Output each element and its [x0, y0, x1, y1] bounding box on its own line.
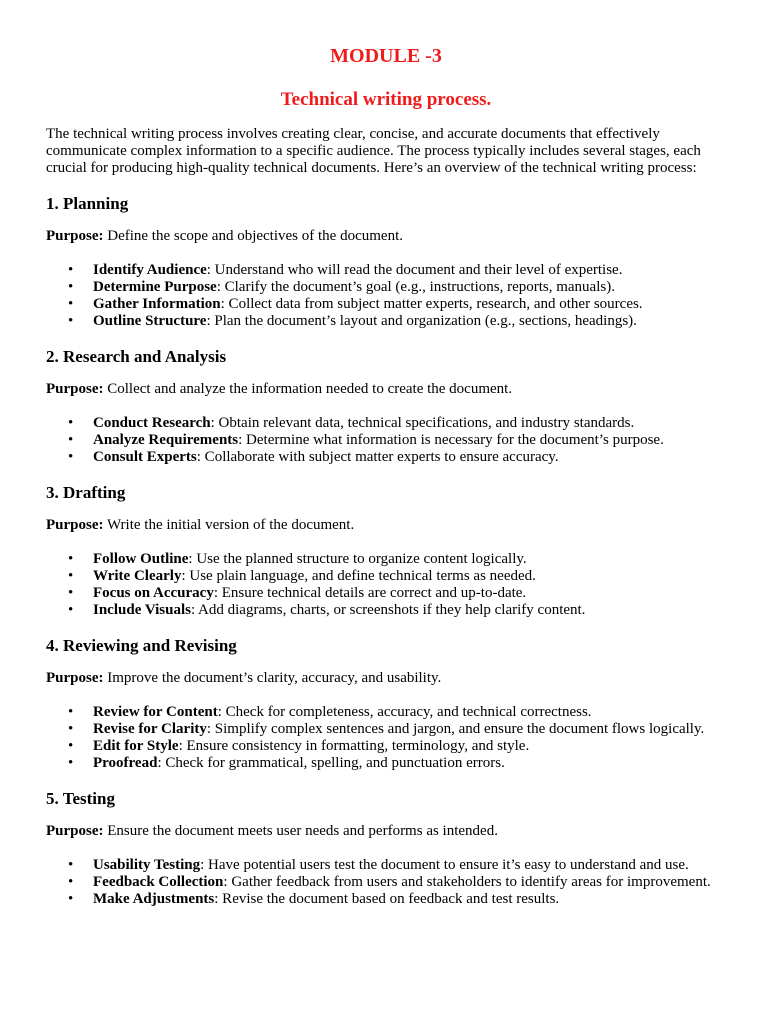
bullet-icon: • — [68, 602, 74, 618]
item-term: Focus on Accuracy — [93, 585, 214, 601]
list-item — [46, 449, 726, 466]
purpose-text: Write the initial version of the document. — [103, 517, 355, 533]
bullet-icon: • — [68, 755, 74, 771]
list-item — [46, 721, 726, 738]
item-description: : Ensure consistency in formatting, terminology, and style. — [178, 738, 530, 754]
sections-container — [46, 194, 726, 908]
section-reviewing-and-revising — [46, 636, 726, 772]
item-term: Write Clearly — [93, 568, 182, 584]
item-description: : Check for completeness, accuracy, and technical correctness. — [217, 704, 592, 720]
item-term: Make Adjustments — [93, 891, 215, 907]
intro-paragraph: The technical writing process involves creating clear, concise, and accurate documents that effectively communicate complex information to a specific audience. The process typically includes several stages, each crucial for producing high-quality technical documents. Here’s an overview of the technical writing process: — [46, 126, 701, 176]
module-title: MODULE -3 — [330, 45, 442, 67]
purpose-label: Purpose: — [46, 823, 104, 839]
list-item — [46, 568, 726, 585]
item-description: : Collect data from subject matter experts, research, and other sources. — [220, 296, 643, 312]
bullet-icon: • — [68, 313, 74, 329]
item-term: Gather Information — [93, 296, 221, 312]
item-term: Follow Outline — [93, 551, 189, 567]
section-planning — [46, 194, 726, 330]
list-item — [46, 891, 726, 908]
item-term: Feedback Collection — [93, 874, 224, 890]
item-term: Analyze Requirements — [93, 432, 239, 448]
purpose-line — [46, 228, 726, 245]
section-heading: 5. Testing — [46, 789, 115, 808]
purpose-label: Purpose: — [46, 517, 104, 533]
bullet-list — [46, 551, 726, 619]
bullet-icon: • — [68, 432, 74, 448]
bullet-list — [46, 262, 726, 330]
item-description: : Collaborate with subject matter experts to ensure accuracy. — [196, 449, 559, 465]
item-term: Review for Content — [93, 704, 218, 720]
section-heading: 3. Drafting — [46, 483, 126, 502]
bullet-list — [46, 415, 726, 466]
document-page — [46, 44, 726, 908]
purpose-line — [46, 823, 726, 840]
bullet-icon: • — [68, 449, 74, 465]
purpose-label: Purpose: — [46, 670, 104, 686]
section-drafting — [46, 483, 726, 619]
bullet-icon: • — [68, 738, 74, 754]
bullet-list — [46, 704, 726, 772]
item-term: Conduct Research — [93, 415, 211, 431]
item-term: Revise for Clarity — [93, 721, 207, 737]
bullet-icon: • — [68, 857, 74, 873]
item-term: Determine Purpose — [93, 279, 217, 295]
item-term: Include Visuals — [93, 602, 191, 618]
bullet-icon: • — [68, 415, 74, 431]
item-description: : Check for grammatical, spelling, and punctuation errors. — [157, 755, 505, 771]
bullet-icon: • — [68, 874, 74, 890]
item-term: Proofread — [93, 755, 158, 771]
item-description: : Understand who will read the document and their level of expertise. — [206, 262, 623, 278]
item-term: Identify Audience — [93, 262, 207, 278]
item-term: Edit for Style — [93, 738, 179, 754]
bullet-icon: • — [68, 262, 74, 278]
bullet-icon: • — [68, 585, 74, 601]
item-description: : Ensure technical details are correct and up-to-date. — [213, 585, 527, 601]
bullet-icon: • — [68, 721, 74, 737]
item-description: : Plan the document’s layout and organization (e.g., sections, headings). — [206, 313, 637, 329]
item-term: Usability Testing — [93, 857, 201, 873]
bullet-list — [46, 857, 726, 908]
bullet-icon: • — [68, 704, 74, 720]
item-term: Consult Experts — [93, 449, 197, 465]
purpose-label: Purpose: — [46, 381, 104, 397]
item-description: : Obtain relevant data, technical specifications, and industry standards. — [210, 415, 635, 431]
list-item — [46, 415, 726, 432]
purpose-line — [46, 670, 726, 687]
list-item — [46, 585, 726, 602]
item-description: : Use plain language, and define technical terms as needed. — [181, 568, 536, 584]
list-item — [46, 262, 726, 279]
document-title: Technical writing process. — [280, 89, 492, 110]
purpose-text: Define the scope and objectives of the document. — [103, 228, 403, 244]
list-item — [46, 755, 726, 772]
list-item — [46, 432, 726, 449]
section-heading: 4. Reviewing and Revising — [46, 636, 237, 655]
bullet-icon: • — [68, 891, 74, 907]
item-term: Outline Structure — [93, 313, 207, 329]
list-item — [46, 313, 726, 330]
bullet-icon: • — [68, 279, 74, 295]
list-item — [46, 602, 726, 619]
section-heading: 2. Research and Analysis — [46, 347, 227, 366]
purpose-line — [46, 517, 726, 534]
item-description: : Simplify complex sentences and jargon, and ensure the document flows logically. — [206, 721, 705, 737]
list-item — [46, 874, 726, 891]
item-description: : Clarify the document’s goal (e.g., instructions, reports, manuals). — [216, 279, 615, 295]
item-description: : Revise the document based on feedback and test results. — [214, 891, 560, 907]
bullet-icon: • — [68, 568, 74, 584]
purpose-text: Improve the document’s clarity, accuracy, and usability. — [103, 670, 442, 686]
item-description: : Add diagrams, charts, or screenshots if they help clarify content. — [190, 602, 586, 618]
section-testing — [46, 789, 726, 908]
list-item — [46, 738, 726, 755]
list-item — [46, 296, 726, 313]
list-item — [46, 704, 726, 721]
bullet-icon: • — [68, 551, 74, 567]
list-item — [46, 857, 726, 874]
purpose-label: Purpose: — [46, 228, 104, 244]
bullet-icon: • — [68, 296, 74, 312]
purpose-text: Ensure the document meets user needs and performs as intended. — [103, 823, 498, 839]
purpose-line — [46, 381, 726, 398]
section-research-and-analysis — [46, 347, 726, 466]
purpose-text: Collect and analyze the information needed to create the document. — [103, 381, 513, 397]
item-description: : Gather feedback from users and stakeholders to identify areas for improvement. — [223, 874, 711, 890]
list-item — [46, 279, 726, 296]
list-item — [46, 551, 726, 568]
item-description: : Use the planned structure to organize content logically. — [188, 551, 527, 567]
item-description: : Have potential users test the document to ensure it’s easy to understand and use. — [200, 857, 689, 873]
item-description: : Determine what information is necessary for the document’s purpose. — [238, 432, 664, 448]
section-heading: 1. Planning — [46, 194, 129, 213]
